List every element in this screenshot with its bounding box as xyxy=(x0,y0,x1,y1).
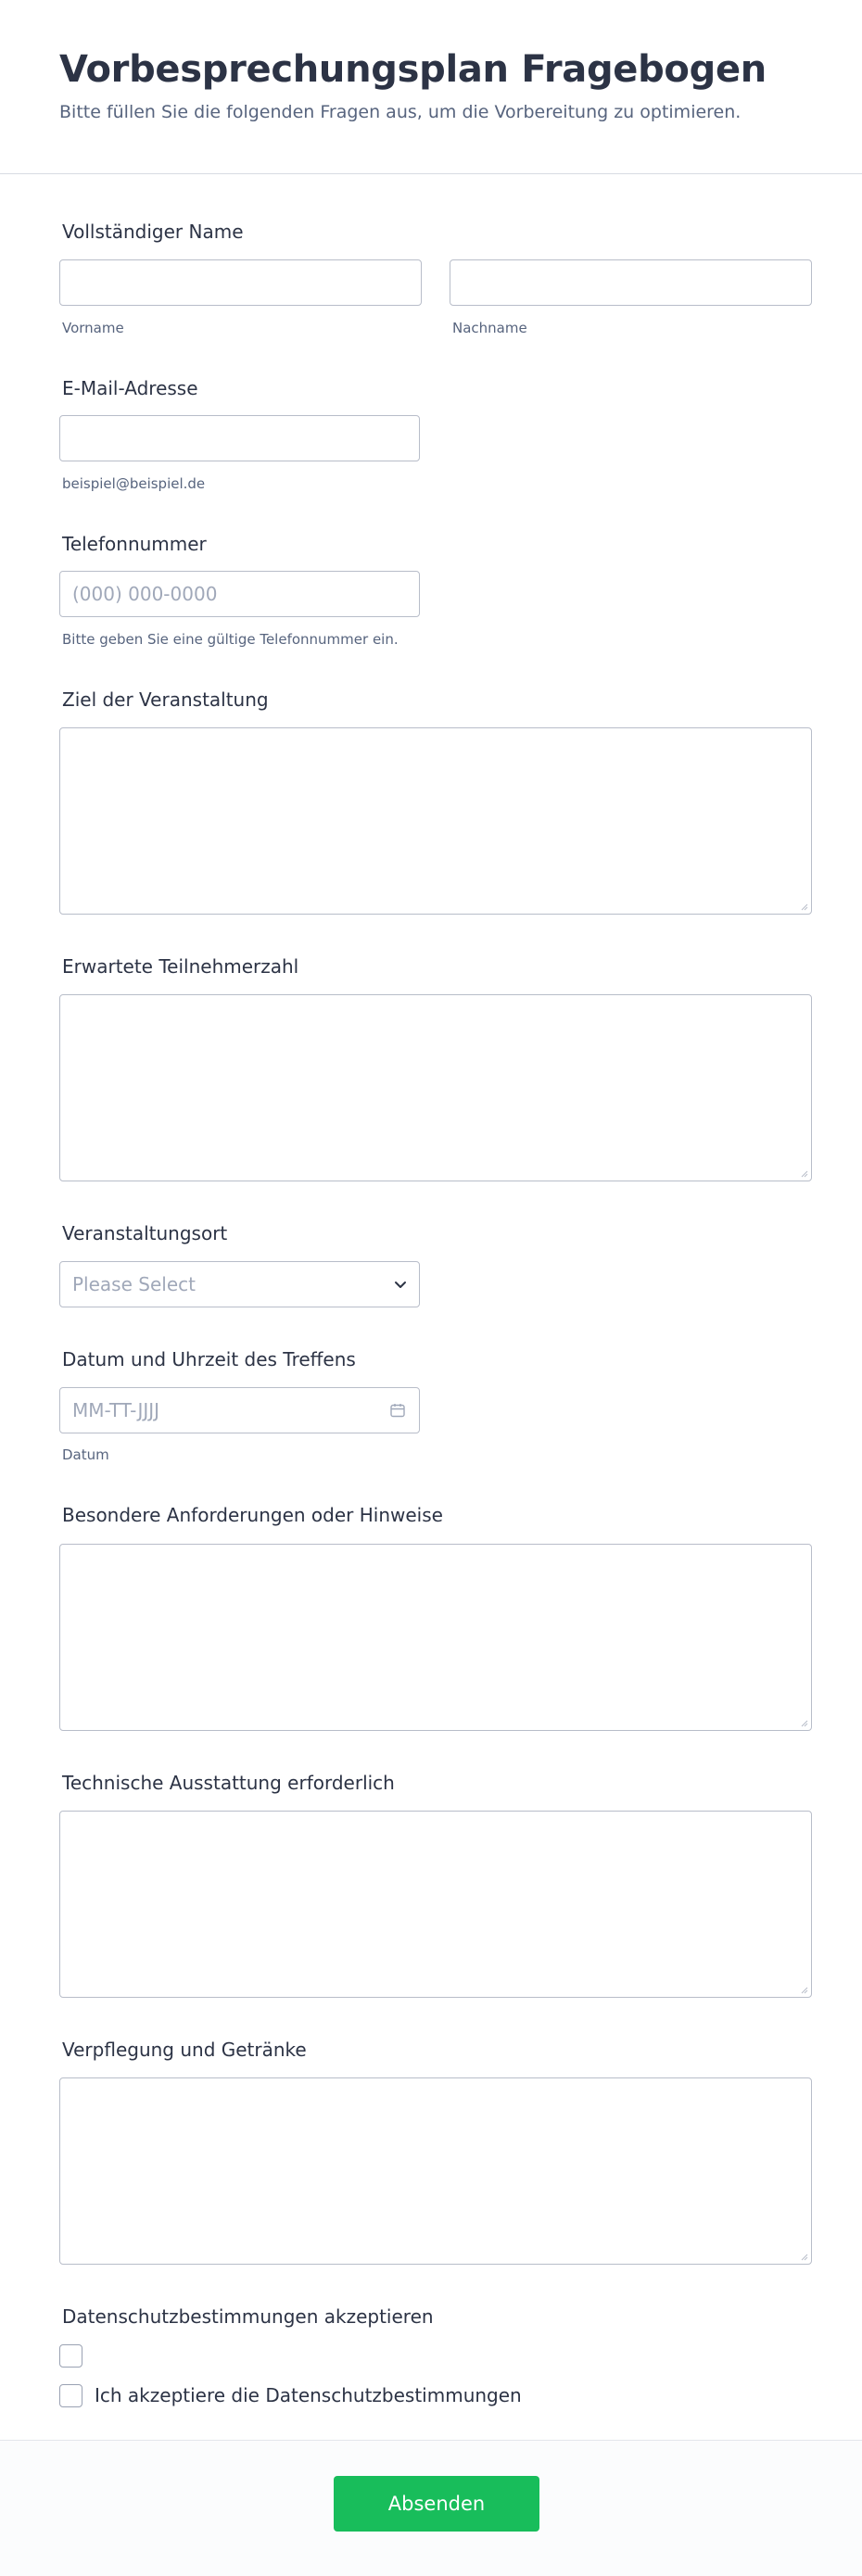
catering-textarea[interactable] xyxy=(59,2077,812,2265)
privacy-label: Datenschutzbestimmungen akzeptieren xyxy=(62,2305,434,2328)
date-label: Datum und Uhrzeit des Treffens xyxy=(62,1348,356,1370)
email-label: E-Mail-Adresse xyxy=(62,377,198,399)
chevron-down-icon xyxy=(393,1277,408,1292)
resize-grip-icon[interactable] xyxy=(800,2253,808,2261)
resize-grip-icon[interactable] xyxy=(800,1169,808,1178)
phone-sublabel: Bitte geben Sie eine gültige Telefonnummer ein. xyxy=(62,631,399,648)
equipment-textarea[interactable] xyxy=(59,1811,812,1998)
date-placeholder: MM-TT-JJJJ xyxy=(72,1399,160,1421)
goal-textarea[interactable] xyxy=(59,727,812,915)
form-subtitle: Bitte füllen Sie die folgenden Fragen aus, um die Vorbereitung zu optimieren. xyxy=(59,102,742,122)
last-name-sublabel: Nachname xyxy=(452,320,527,336)
privacy-checkbox-empty[interactable] xyxy=(59,2344,82,2368)
email-sublabel: beispiel@beispiel.de xyxy=(62,475,206,492)
venue-selected-value: Please Select xyxy=(72,1273,196,1295)
venue-label: Veranstaltungsort xyxy=(62,1222,228,1244)
date-sublabel: Datum xyxy=(62,1446,109,1463)
requirements-textarea[interactable] xyxy=(59,1544,812,1731)
catering-label: Verpflegung und Getränke xyxy=(62,2039,307,2061)
form-header xyxy=(0,0,862,174)
phone-placeholder: (000) 000-0000 xyxy=(72,583,218,605)
form-title: Vorbesprechungsplan Fragebogen xyxy=(59,48,767,91)
first-name-sublabel: Vorname xyxy=(62,320,124,336)
attendees-textarea[interactable] xyxy=(59,994,812,1181)
privacy-accept-label[interactable]: Ich akzeptiere die Datenschutzbestimmungen xyxy=(95,2384,522,2406)
resize-grip-icon[interactable] xyxy=(800,903,808,911)
goal-label: Ziel der Veranstaltung xyxy=(62,688,269,711)
date-input[interactable] xyxy=(59,1387,420,1433)
full-name-label: Vollständiger Name xyxy=(62,221,244,243)
attendees-label: Erwartete Teilnehmerzahl xyxy=(62,955,299,978)
calendar-icon[interactable] xyxy=(389,1402,406,1419)
resize-grip-icon[interactable] xyxy=(800,1986,808,1994)
privacy-accept-checkbox[interactable] xyxy=(59,2384,82,2407)
resize-grip-icon[interactable] xyxy=(800,1719,808,1727)
first-name-input[interactable] xyxy=(59,259,422,306)
phone-label: Telefonnummer xyxy=(62,533,207,555)
venue-select[interactable] xyxy=(59,1261,420,1307)
email-input[interactable] xyxy=(59,415,420,461)
form-footer xyxy=(0,2440,862,2576)
equipment-label: Technische Ausstattung erforderlich xyxy=(62,1772,395,1794)
requirements-label: Besondere Anforderungen oder Hinweise xyxy=(62,1504,443,1526)
last-name-input[interactable] xyxy=(450,259,812,306)
phone-input[interactable] xyxy=(59,571,420,617)
submit-button[interactable]: Absenden xyxy=(334,2476,539,2532)
